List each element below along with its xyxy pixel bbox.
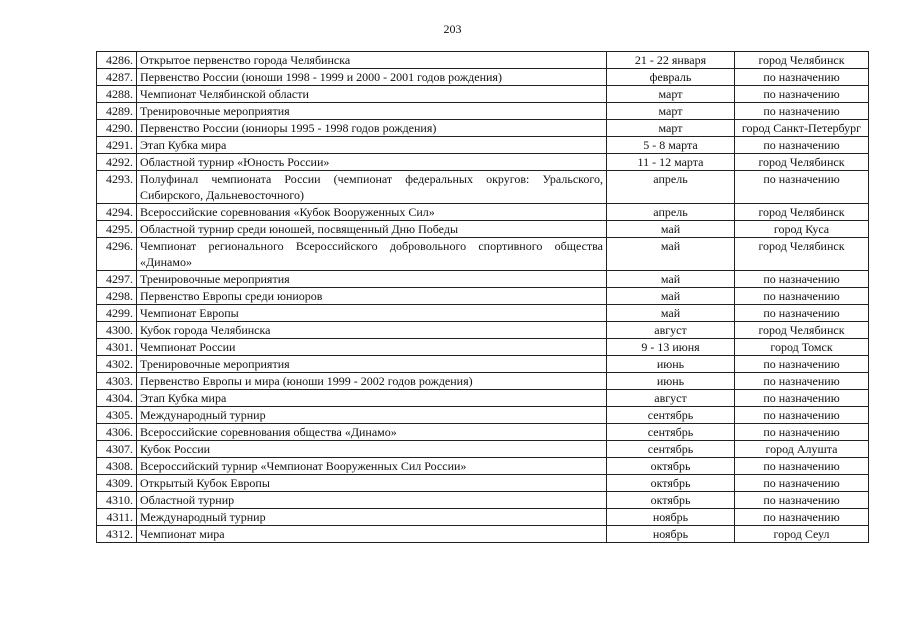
event-place: по назначению (735, 424, 869, 441)
event-date: май (607, 288, 735, 305)
event-name: Чемпионат Европы (137, 305, 607, 322)
page-number: 203 (443, 22, 462, 36)
events-table-body (97, 52, 869, 543)
event-date: октябрь (607, 475, 735, 492)
table-row (97, 509, 869, 526)
event-name: Полуфинал чемпионата России (чемпионат федеральных округов: Уральского, Сибирского, Дальневосточного) (137, 171, 607, 204)
event-name: Чемпионат регионального Всероссийского добровольного спортивного общества «Динамо» (137, 238, 607, 271)
event-place: по назначению (735, 407, 869, 424)
event-name: Чемпионат Челябинской области (137, 86, 607, 103)
table-row (97, 221, 869, 238)
row-number: 4304. (97, 390, 137, 407)
event-name: Кубок России (137, 441, 607, 458)
event-name: Этап Кубка мира (137, 390, 607, 407)
row-number: 4289. (97, 103, 137, 120)
event-place: город Челябинск (735, 154, 869, 171)
table-row (97, 204, 869, 221)
event-date: октябрь (607, 458, 735, 475)
row-number: 4288. (97, 86, 137, 103)
event-place: город Челябинск (735, 52, 869, 69)
event-date: сентябрь (607, 407, 735, 424)
table-row (97, 390, 869, 407)
table-row (97, 288, 869, 305)
event-date: май (607, 305, 735, 322)
event-date: ноябрь (607, 526, 735, 543)
event-name: Всероссийские соревнования общества «Динамо» (137, 424, 607, 441)
table-row (97, 271, 869, 288)
row-number: 4307. (97, 441, 137, 458)
event-place: город Куса (735, 221, 869, 238)
event-name: Первенство Европы среди юниоров (137, 288, 607, 305)
event-date: август (607, 322, 735, 339)
table-row (97, 458, 869, 475)
event-name: Тренировочные мероприятия (137, 271, 607, 288)
event-place: по назначению (735, 492, 869, 509)
event-place: город Челябинск (735, 322, 869, 339)
event-place: по назначению (735, 509, 869, 526)
table-row (97, 154, 869, 171)
row-number: 4309. (97, 475, 137, 492)
event-place: по назначению (735, 288, 869, 305)
event-date: февраль (607, 69, 735, 86)
event-name: Первенство Европы и мира (юноши 1999 - 2002 годов рождения) (137, 373, 607, 390)
event-date: июнь (607, 356, 735, 373)
event-name: Чемпионат России (137, 339, 607, 356)
event-place: по назначению (735, 86, 869, 103)
event-name: Тренировочные мероприятия (137, 356, 607, 373)
event-date: март (607, 120, 735, 137)
table-row (97, 407, 869, 424)
row-number: 4298. (97, 288, 137, 305)
event-date: 11 - 12 марта (607, 154, 735, 171)
event-name: Всероссийский турнир «Чемпионат Вооруженных Сил России» (137, 458, 607, 475)
event-place: город Томск (735, 339, 869, 356)
event-date: май (607, 271, 735, 288)
event-place: по назначению (735, 171, 869, 204)
event-name: Кубок города Челябинска (137, 322, 607, 339)
event-date: март (607, 86, 735, 103)
event-date: сентябрь (607, 424, 735, 441)
event-date: сентябрь (607, 441, 735, 458)
event-place: по назначению (735, 137, 869, 154)
event-place: по назначению (735, 305, 869, 322)
row-number: 4299. (97, 305, 137, 322)
table-row (97, 339, 869, 356)
table-row (97, 526, 869, 543)
event-place: по назначению (735, 69, 869, 86)
table-row (97, 120, 869, 137)
table-row (97, 424, 869, 441)
event-date: апрель (607, 171, 735, 204)
row-number: 4306. (97, 424, 137, 441)
table-row (97, 441, 869, 458)
table-row (97, 103, 869, 120)
row-number: 4302. (97, 356, 137, 373)
event-date: 5 - 8 марта (607, 137, 735, 154)
table-row (97, 373, 869, 390)
row-number: 4300. (97, 322, 137, 339)
event-name: Всероссийские соревнования «Кубок Вооруженных Сил» (137, 204, 607, 221)
table-row (97, 322, 869, 339)
event-date: август (607, 390, 735, 407)
event-place: по назначению (735, 475, 869, 492)
row-number: 4297. (97, 271, 137, 288)
row-number: 4293. (97, 171, 137, 204)
event-date: июнь (607, 373, 735, 390)
event-place: по назначению (735, 458, 869, 475)
event-date: май (607, 238, 735, 271)
event-name: Международный турнир (137, 509, 607, 526)
event-date: октябрь (607, 492, 735, 509)
event-name: Чемпионат мира (137, 526, 607, 543)
row-number: 4294. (97, 204, 137, 221)
event-place: по назначению (735, 103, 869, 120)
event-place: город Алушта (735, 441, 869, 458)
event-date: ноябрь (607, 509, 735, 526)
event-name: Открытый Кубок Европы (137, 475, 607, 492)
table-row (97, 238, 869, 271)
row-number: 4311. (97, 509, 137, 526)
row-number: 4295. (97, 221, 137, 238)
table-row (97, 171, 869, 204)
row-number: 4305. (97, 407, 137, 424)
event-date: май (607, 221, 735, 238)
event-place: по назначению (735, 356, 869, 373)
event-name: Областной турнир среди юношей, посвященный Дню Победы (137, 221, 607, 238)
row-number: 4292. (97, 154, 137, 171)
event-date: 21 - 22 января (607, 52, 735, 69)
event-place: город Челябинск (735, 204, 869, 221)
event-place: по назначению (735, 373, 869, 390)
row-number: 4308. (97, 458, 137, 475)
event-name: Областной турнир (137, 492, 607, 509)
table-row (97, 86, 869, 103)
event-name: Первенство России (юноши 1998 - 1999 и 2000 - 2001 годов рождения) (137, 69, 607, 86)
event-date: 9 - 13 июня (607, 339, 735, 356)
table-row (97, 492, 869, 509)
event-place: город Санкт-Петербург (735, 120, 869, 137)
event-name: Международный турнир (137, 407, 607, 424)
event-place: по назначению (735, 271, 869, 288)
event-place: по назначению (735, 390, 869, 407)
row-number: 4301. (97, 339, 137, 356)
row-number: 4310. (97, 492, 137, 509)
event-date: март (607, 103, 735, 120)
event-name: Этап Кубка мира (137, 137, 607, 154)
row-number: 4290. (97, 120, 137, 137)
event-place: город Челябинск (735, 238, 869, 271)
table-row (97, 137, 869, 154)
table-row (97, 52, 869, 69)
event-date: апрель (607, 204, 735, 221)
events-table (96, 51, 869, 543)
table-row (97, 69, 869, 86)
event-name: Областной турнир «Юность России» (137, 154, 607, 171)
event-name: Открытое первенство города Челябинска (137, 52, 607, 69)
row-number: 4291. (97, 137, 137, 154)
event-name: Первенство России (юниоры 1995 - 1998 годов рождения) (137, 120, 607, 137)
table-row (97, 356, 869, 373)
row-number: 4286. (97, 52, 137, 69)
row-number: 4312. (97, 526, 137, 543)
event-place: город Сеул (735, 526, 869, 543)
row-number: 4296. (97, 238, 137, 271)
row-number: 4287. (97, 69, 137, 86)
row-number: 4303. (97, 373, 137, 390)
table-row (97, 305, 869, 322)
event-name: Тренировочные мероприятия (137, 103, 607, 120)
table-row (97, 475, 869, 492)
